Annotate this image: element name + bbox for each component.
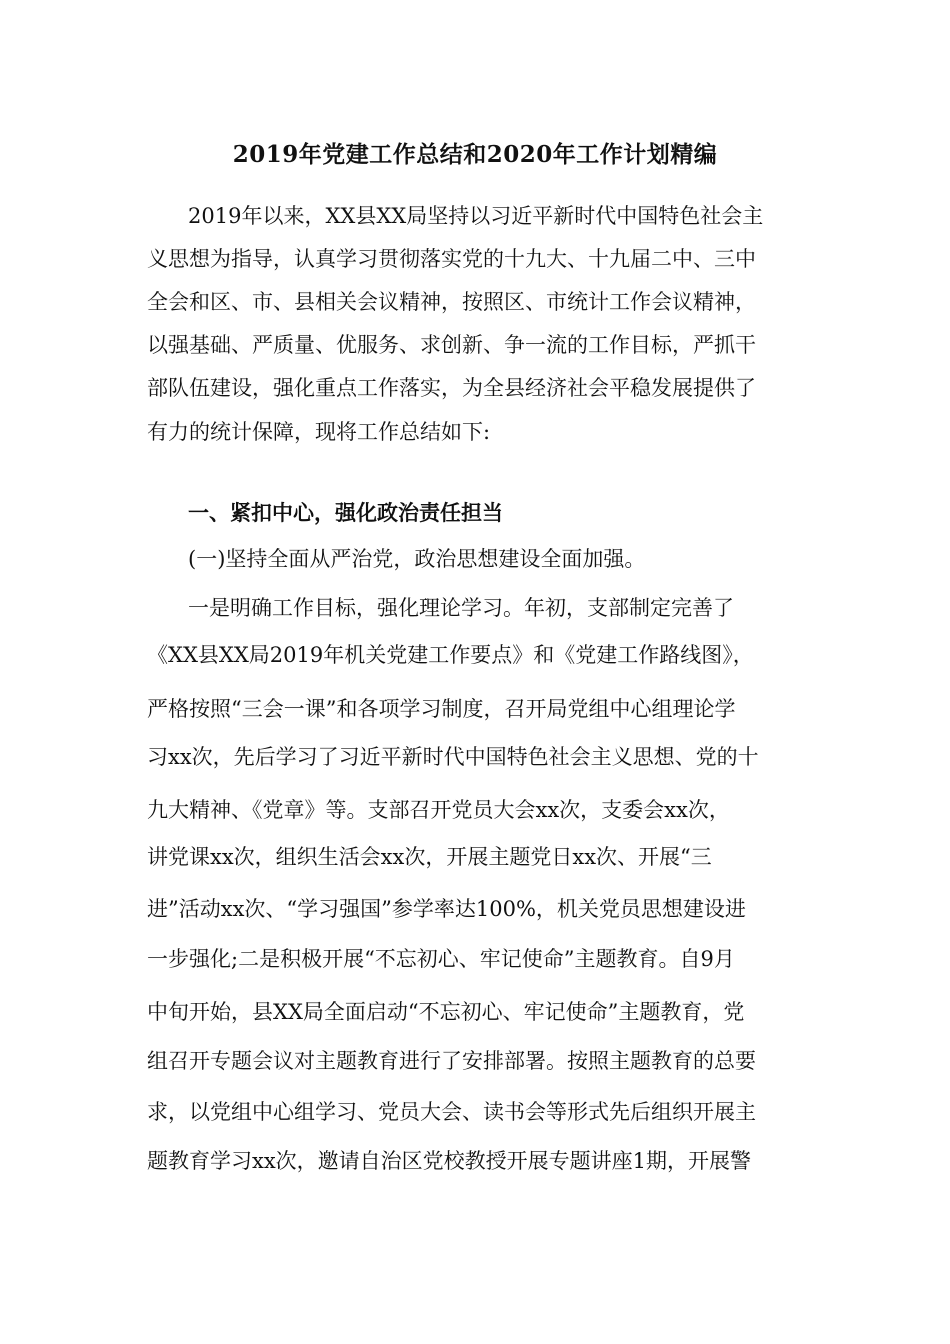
paragraph-line: 有力的统计保障，现将工作总结如下:	[147, 420, 491, 444]
paragraph-line: 义思想为指导，认真学习贯彻落实党的十九大、十九届二中、三中	[147, 247, 756, 271]
paragraph-line: 习xx次，先后学习了习近平新时代中国特色社会主义思想、党的十	[147, 745, 759, 769]
paragraph-line: 讲党课xx次，组织生活会xx次，开展主题党日xx次、开展“三	[147, 845, 712, 869]
paragraph-line: 求，以党组中心组学习、党员大会、读书会等形式先后组织开展主	[147, 1100, 756, 1124]
paragraph-line: 一是明确工作目标，强化理论学习。年初，支部制定完善了	[188, 596, 734, 620]
paragraph-line: 组召开专题会议对主题教育进行了安排部署。按照主题教育的总要	[147, 1049, 756, 1073]
paragraph-line: 2019年以来，XX县XX局坚持以习近平新时代中国特色社会主	[188, 204, 764, 228]
document-title: 2019年党建工作总结和2020年工作计划精编	[232, 141, 718, 168]
paragraph-line: 题教育学习xx次，邀请自治区党校教授开展专题讲座1期，开展警	[147, 1149, 752, 1173]
subsection-heading: (一)坚持全面从严治党，政治思想建设全面加强。	[188, 547, 646, 571]
paragraph-line: 一步强化;二是积极开展“不忘初心、牢记使命”主题教育。自9月	[147, 947, 735, 971]
paragraph-line: 全会和区、市、县相关会议精神，按照区、市统计工作会议精神，	[147, 290, 756, 314]
paragraph-line: 部队伍建设，强化重点工作落实，为全县经济社会平稳发展提供了	[147, 376, 756, 400]
paragraph-line: 中旬开始，县XX局全面启动“不忘初心、牢记使命”主题教育，党	[147, 1000, 745, 1024]
paragraph-line: 《XX县XX局2019年机关党建工作要点》和《党建工作路线图》，	[147, 643, 754, 667]
paragraph-line: 以强基础、严质量、优服务、求创新、争一流的工作目标，严抓干	[147, 333, 756, 357]
paragraph-line: 严格按照“三会一课”和各项学习制度，召开局党组中心组理论学	[147, 697, 736, 721]
paragraph-line: 进”活动xx次、“学习强国”参学率达100%，机关党员思想建设进	[147, 897, 746, 921]
section-heading: 一、紧扣中心，强化政治责任担当	[188, 500, 503, 525]
paragraph-line: 九大精神、《党章》等。支部召开党员大会xx次，支委会xx次，	[147, 798, 730, 822]
